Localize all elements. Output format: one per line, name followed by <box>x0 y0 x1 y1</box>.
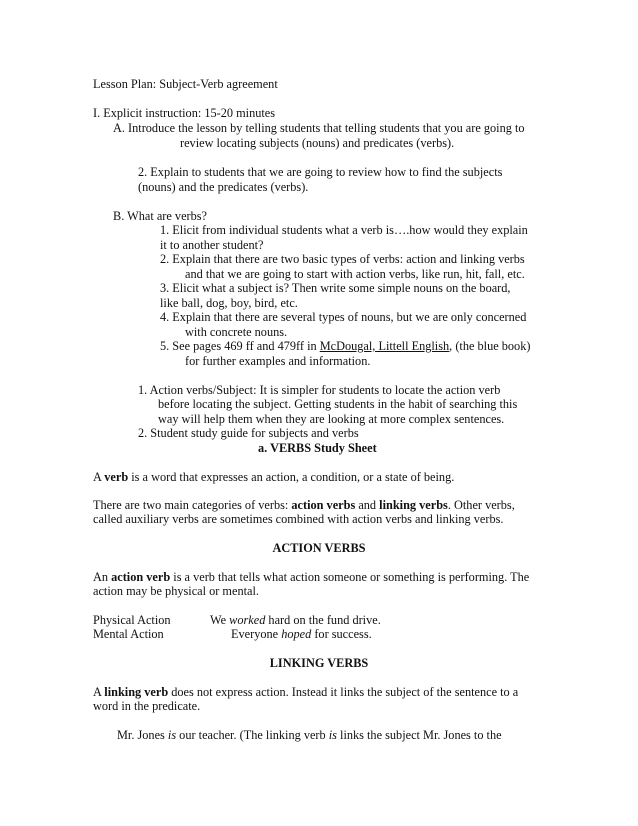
ex-post: links the subject Mr. Jones to the <box>336 728 502 742</box>
linking-term: linking verb <box>104 685 169 699</box>
mental-action-label: Mental Action <box>93 627 164 641</box>
action-term: action verb <box>111 570 171 584</box>
numbered-1-line-2: before locating the subject. Getting students in the habit of searching this <box>158 397 518 411</box>
categories-line-2: called auxiliary verbs are sometimes combined with action verbs and linking verbs. <box>93 512 504 526</box>
verb-def-pre: A <box>93 470 105 484</box>
physical-action-label: Physical Action <box>93 613 171 627</box>
item-5-text-end: , (the blue book) <box>449 339 531 353</box>
verb-def-post: is a word that expresses an action, a condition, or a state of being. <box>128 470 455 484</box>
section-b-item-4-line-1: 4. Explain that there are several types of nouns, but we are only concerned <box>160 310 527 324</box>
book-title: McDougal, Littell English <box>319 339 450 353</box>
section-b-item-5-line-2: for further examples and information. <box>185 354 371 368</box>
ex-pre: Mr. Jones <box>117 728 168 742</box>
linking-example <box>117 728 502 743</box>
ex-is-2: is <box>328 728 337 742</box>
mental-verb: hoped <box>281 627 312 641</box>
action-verbs-heading: ACTION VERBS <box>272 541 366 555</box>
section-b-item-1-line-1: 1. Elicit from individual students what a verb is….how would they explain <box>160 223 528 237</box>
verbs-study-sheet-heading: a. VERBS Study Sheet <box>258 441 377 455</box>
item-5-text: 5. See pages 469 ff and 479ff in <box>160 339 320 353</box>
phys-post: hard on the fund drive. <box>265 613 381 627</box>
mental-action-example <box>231 627 372 642</box>
linking-def-line-2: word in the predicate. <box>93 699 201 713</box>
linking-verbs-heading: LINKING VERBS <box>269 656 369 670</box>
verb-definition <box>93 470 454 485</box>
numbered-1-line-3: way will help them when they are looking at more complex sentences. <box>158 412 505 426</box>
categories-line-1 <box>93 498 515 513</box>
action-def-line-2: action may be physical or mental. <box>93 584 259 598</box>
cat-action-term: action verbs <box>291 498 356 512</box>
section-1-heading: I. Explicit instruction: 15-20 minutes <box>93 106 276 120</box>
section-b-item-3-line-1: 3. Elicit what a subject is? Then write some simple nouns on the board, <box>160 281 511 295</box>
section-1-point-2-line-1: 2. Explain to students that we are going to review how to find the subjects <box>138 165 503 179</box>
section-b-item-2-line-1: 2. Explain that there are two basic types of verbs: action and linking verbs <box>160 252 525 266</box>
phys-verb: worked <box>229 613 266 627</box>
section-b-item-3-line-2: like ball, dog, boy, bird, etc. <box>160 296 298 310</box>
mental-pre: Everyone <box>231 627 282 641</box>
cat-pre: There are two main categories of verbs: <box>93 498 292 512</box>
numbered-2-line-1: 2. Student study guide for subjects and verbs <box>138 426 359 440</box>
action-def-post: is a verb that tells what action someone or something is performing. The <box>170 570 530 584</box>
phys-pre: We <box>210 613 230 627</box>
section-1a-line-2: review locating subjects (nouns) and predicates (verbs). <box>180 136 455 150</box>
section-b-item-4-line-2: with concrete nouns. <box>185 325 288 339</box>
ex-mid: our teacher. (The linking verb <box>176 728 329 742</box>
section-b-item-1-line-2: it to another student? <box>160 238 264 252</box>
section-b-item-2-line-2: and that we are going to start with action verbs, like run, hit, fall, etc. <box>185 267 525 281</box>
action-def-pre: An <box>93 570 112 584</box>
linking-def-pre: A <box>93 685 105 699</box>
numbered-1-line-1: 1. Action verbs/Subject: It is simpler for students to locate the action verb <box>138 383 501 397</box>
linking-def-line-1 <box>93 685 518 700</box>
section-b-item-5-line-1 <box>160 339 530 354</box>
linking-def-post: does not express action. Instead it links the subject of the sentence to a <box>168 685 519 699</box>
section-1a-line-1: A. Introduce the lesson by telling students that telling students that you are going to <box>113 121 525 135</box>
cat-post: . Other verbs, <box>447 498 515 512</box>
verb-term: verb <box>104 470 129 484</box>
cat-linking-term: linking verbs <box>379 498 448 512</box>
ex-is: is <box>167 728 177 742</box>
physical-action-example <box>210 613 381 628</box>
document-title: Lesson Plan: Subject-Verb agreement <box>93 77 278 91</box>
section-1-point-2-line-2: (nouns) and the predicates (verbs). <box>138 180 309 194</box>
mental-post: for success. <box>311 627 372 641</box>
cat-and: and <box>355 498 380 512</box>
section-b-heading: B. What are verbs? <box>113 209 208 223</box>
action-def-line-1 <box>93 570 529 585</box>
